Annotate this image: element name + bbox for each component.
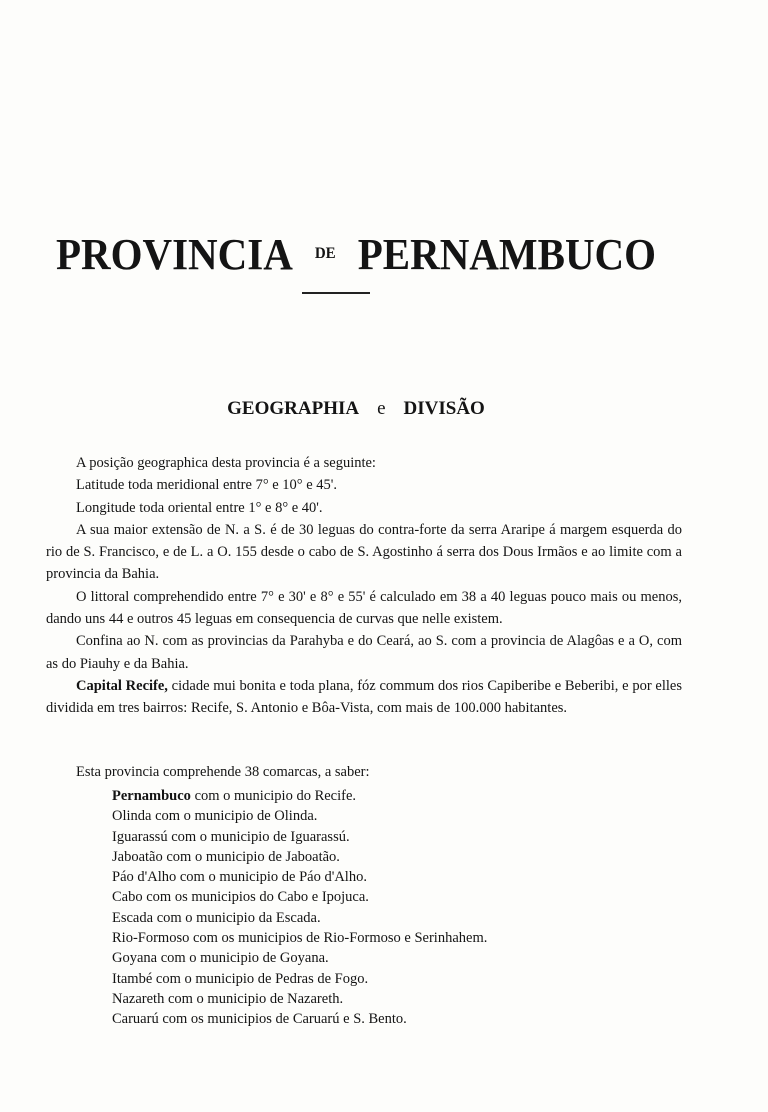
list-item: [112, 1009, 487, 1029]
section-connector: e: [377, 398, 386, 419]
comarcas-list: [112, 786, 487, 1030]
page-title: [0, 228, 712, 280]
comarca-text: com os municipios de Rio-Formoso e Serinhahem.: [189, 930, 488, 947]
comarca-name: Cabo: [112, 889, 143, 906]
list-item: [112, 928, 487, 948]
paragraph-capital: [46, 675, 682, 720]
comarca-text: com os municipios do Cabo e Ipojuca.: [142, 889, 369, 906]
comarca-name: Goyana: [112, 950, 158, 967]
title-connector: DE: [314, 245, 336, 263]
comarca-text: com o municipio de Pedras de Fogo.: [152, 970, 369, 987]
paragraph-borders: Confina ao N. com as provincias da Parahyba e do Ceará, ao S. com a provincia de Alagôas e a O, com as do Piauhy e da Bahia.: [46, 633, 682, 672]
comarca-name: Olinda: [112, 808, 152, 825]
comarca-text: com o municipio de Goyana.: [157, 950, 329, 967]
list-item: [112, 948, 487, 968]
section-part-divisao: DIVISÃO: [403, 398, 485, 419]
title-part-pernambuco: PERNAMBUCO: [357, 229, 657, 279]
body-text: [46, 452, 682, 720]
comarca-name: Iguarassú: [112, 828, 168, 845]
section-heading: [0, 398, 712, 420]
list-item: [112, 989, 487, 1009]
list-item: [112, 786, 487, 806]
comarcas-intro: Esta provincia comprehende 38 comarcas, a saber:: [76, 764, 370, 780]
comarca-text: com o municipio de Jaboatão.: [162, 848, 340, 865]
list-item: [112, 847, 487, 867]
comarca-name: Escada: [112, 909, 154, 926]
comarca-name: Nazareth: [112, 990, 165, 1007]
list-item: [112, 908, 487, 928]
comarca-text: com o municipio de Olinda.: [151, 808, 318, 825]
capital-description: cidade mui bonita e toda plana, fóz commum dos rios Capiberibe e Beberibi, e por elles dividida em tres bairros: Recife, S. Antonio e Bôa-Vista, com mais de 100.000 habitantes.: [46, 677, 682, 717]
list-item: [112, 867, 487, 887]
comarca-text: com o municipio de Iguarassú.: [167, 828, 350, 845]
comarca-name: Jaboatão: [112, 848, 163, 865]
title-part-provincia: PROVINCIA: [55, 229, 293, 279]
list-item: [112, 827, 487, 847]
comarca-text: com o municipio de Nazareth.: [164, 990, 344, 1007]
paragraph-extension: A sua maior extensão de N. a S. é de 30 leguas do contra-forte da serra Araripe á margem esquerda do rio de S. Francisco, e de L. a O. 155 desde o cabo de S. Agostinho á serra dos Dous Irmãos e ao limite com a provincia da Bahia.: [46, 521, 682, 583]
paragraph-position: A posição geographica desta provincia é a seguinte:: [76, 455, 376, 471]
comarca-text: com os municipios de Caruarú e S. Bento.: [158, 1011, 407, 1028]
comarca-name: Caruarú: [112, 1011, 159, 1028]
paragraph-longitude: Longitude toda oriental entre 1° e 8° e 40'.: [76, 499, 323, 516]
capital-lead: Capital Recife,: [76, 677, 168, 694]
title-divider: [302, 292, 370, 294]
list-item: [112, 806, 487, 826]
list-item: [112, 887, 487, 907]
comarca-name: Páo d'Alho: [112, 869, 177, 886]
comarca-name: Rio-Formoso: [112, 930, 190, 947]
comarca-name: Itambé: [112, 970, 153, 987]
comarca-text: com o municipio do Recife.: [190, 788, 357, 804]
comarca-text: com o municipio da Escada.: [153, 909, 321, 926]
comarca-text: com o municipio de Páo d'Alho.: [176, 869, 367, 886]
paragraph-latitude: Latitude toda meridional entre 7° e 10° e 45'.: [76, 477, 338, 494]
comarca-name: Pernambuco: [112, 788, 191, 804]
section-part-geographia: GEOGRAPHIA: [227, 398, 360, 419]
list-item: [112, 969, 487, 989]
paragraph-littoral: O littoral comprehendido entre 7° e 30' e 8° e 55' é calculado em 38 a 40 leguas pouco mais ou menos, dando uns 44 e outros 45 leguas em consequencia de curvas que nelle existem.: [46, 588, 682, 628]
